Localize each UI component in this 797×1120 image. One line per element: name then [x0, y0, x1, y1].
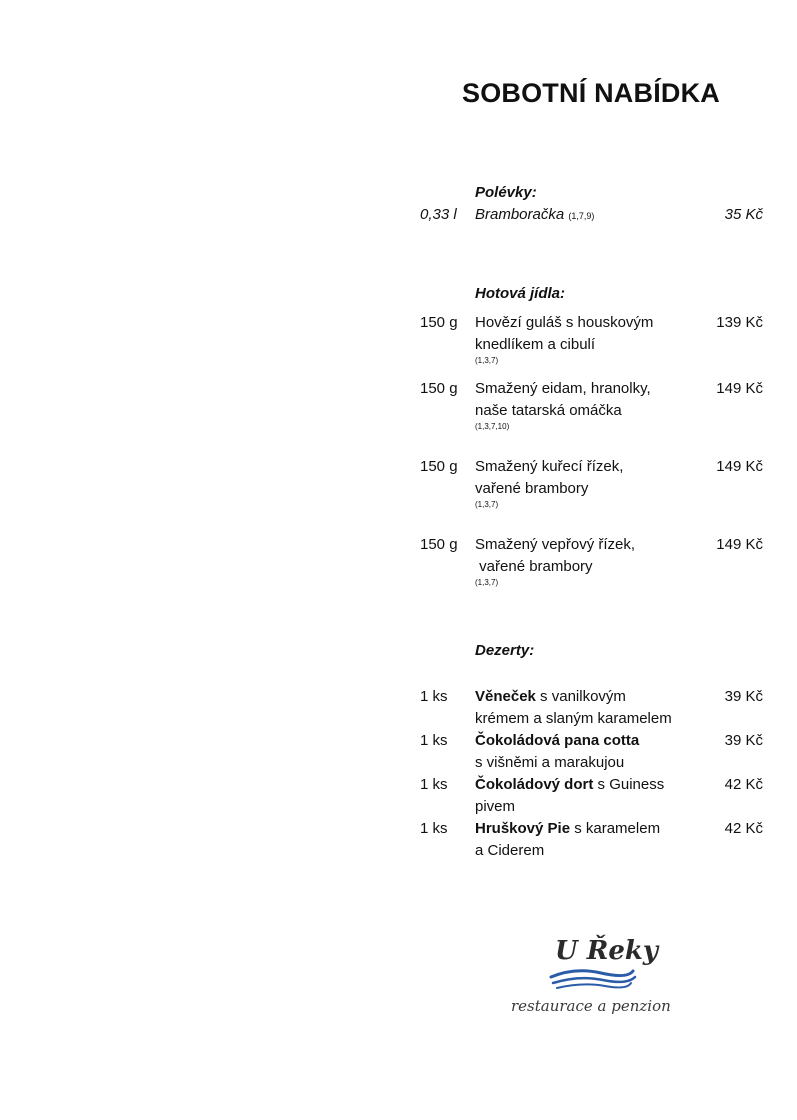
item-line-1: s vanilkovým: [535, 688, 626, 705]
item-quantity: 1 ks: [420, 732, 448, 749]
item-line-2: a Ciderem: [475, 842, 545, 859]
item-allergens: (1,3,7,10): [475, 422, 510, 431]
item-description: [475, 456, 700, 510]
item-description: [475, 204, 700, 227]
item-quantity: 150 g: [420, 314, 458, 331]
item-price: 149 Kč: [716, 380, 763, 397]
item-allergens: (1,3,7): [475, 500, 499, 509]
item-line-2: vařené brambory: [475, 558, 593, 575]
item-price: 149 Kč: [716, 458, 763, 475]
item-name: Čokoládová pana cotta: [475, 732, 640, 749]
item-description: [475, 312, 700, 366]
item-quantity: 1 ks: [420, 688, 448, 705]
item-line-1: s karamelem: [570, 820, 661, 837]
item-line-1: Hovězí guláš s houskovým: [475, 314, 654, 331]
item-line-2: knedlíkem a cibulí: [475, 336, 596, 353]
item-description: [475, 818, 700, 862]
item-description: [475, 730, 700, 774]
logo-wave-1: [551, 971, 633, 977]
item-line-2: naše tatarská omáčka: [475, 402, 622, 419]
item-line-1: s Guiness: [593, 776, 665, 793]
item-quantity: 1 ks: [420, 776, 448, 793]
item-description: [475, 378, 700, 432]
item-line-1: Smažený vepřový řízek,: [475, 536, 636, 553]
item-line-1: Smažený eidam, hranolky,: [475, 380, 651, 397]
logo-wave-3: [557, 983, 631, 988]
item-name: Čokoládový dort: [475, 776, 594, 793]
page-title: SOBOTNÍ NABÍDKA: [462, 78, 720, 108]
logo-wave-2: [553, 977, 635, 983]
item-name: Bramboračka: [475, 206, 565, 223]
item-description: [475, 686, 700, 730]
item-description: [475, 774, 700, 818]
item-line-2: pivem: [475, 798, 516, 815]
item-price: 42 Kč: [724, 820, 763, 837]
item-price: 39 Kč: [724, 732, 763, 749]
item-price: 35 Kč: [724, 206, 763, 223]
section-heading-desserts: Dezerty:: [475, 642, 535, 659]
item-allergens: (1,3,7): [475, 356, 499, 365]
item-quantity: 150 g: [420, 536, 458, 553]
item-price: 42 Kč: [724, 776, 763, 793]
logo-name: U Řeky: [555, 936, 658, 966]
section-heading-mains: Hotová jídla:: [475, 285, 566, 302]
restaurant-logo: [505, 925, 685, 1025]
item-price: 149 Kč: [716, 536, 763, 553]
logo-tagline: restaurace a penzion: [511, 997, 671, 1015]
item-line-2: vařené brambory: [475, 480, 589, 497]
item-line-2: s višněmi a marakujou: [475, 754, 625, 771]
item-allergens: (1,7,9): [568, 211, 595, 221]
item-line-2: krémem a slaným karamelem: [475, 710, 672, 727]
item-description: [475, 534, 700, 588]
item-allergens: (1,3,7): [475, 578, 499, 587]
item-name: Hruškový Pie: [475, 820, 571, 837]
item-line-1: Smažený kuřecí řízek,: [475, 458, 624, 475]
item-price: 139 Kč: [716, 314, 763, 331]
section-heading-soups: Polévky:: [475, 184, 537, 201]
item-quantity: 0,33 l: [420, 206, 457, 223]
item-quantity: 1 ks: [420, 820, 448, 837]
item-name: Věneček: [475, 688, 536, 705]
item-quantity: 150 g: [420, 380, 458, 397]
item-quantity: 150 g: [420, 458, 458, 475]
item-price: 39 Kč: [724, 688, 763, 705]
